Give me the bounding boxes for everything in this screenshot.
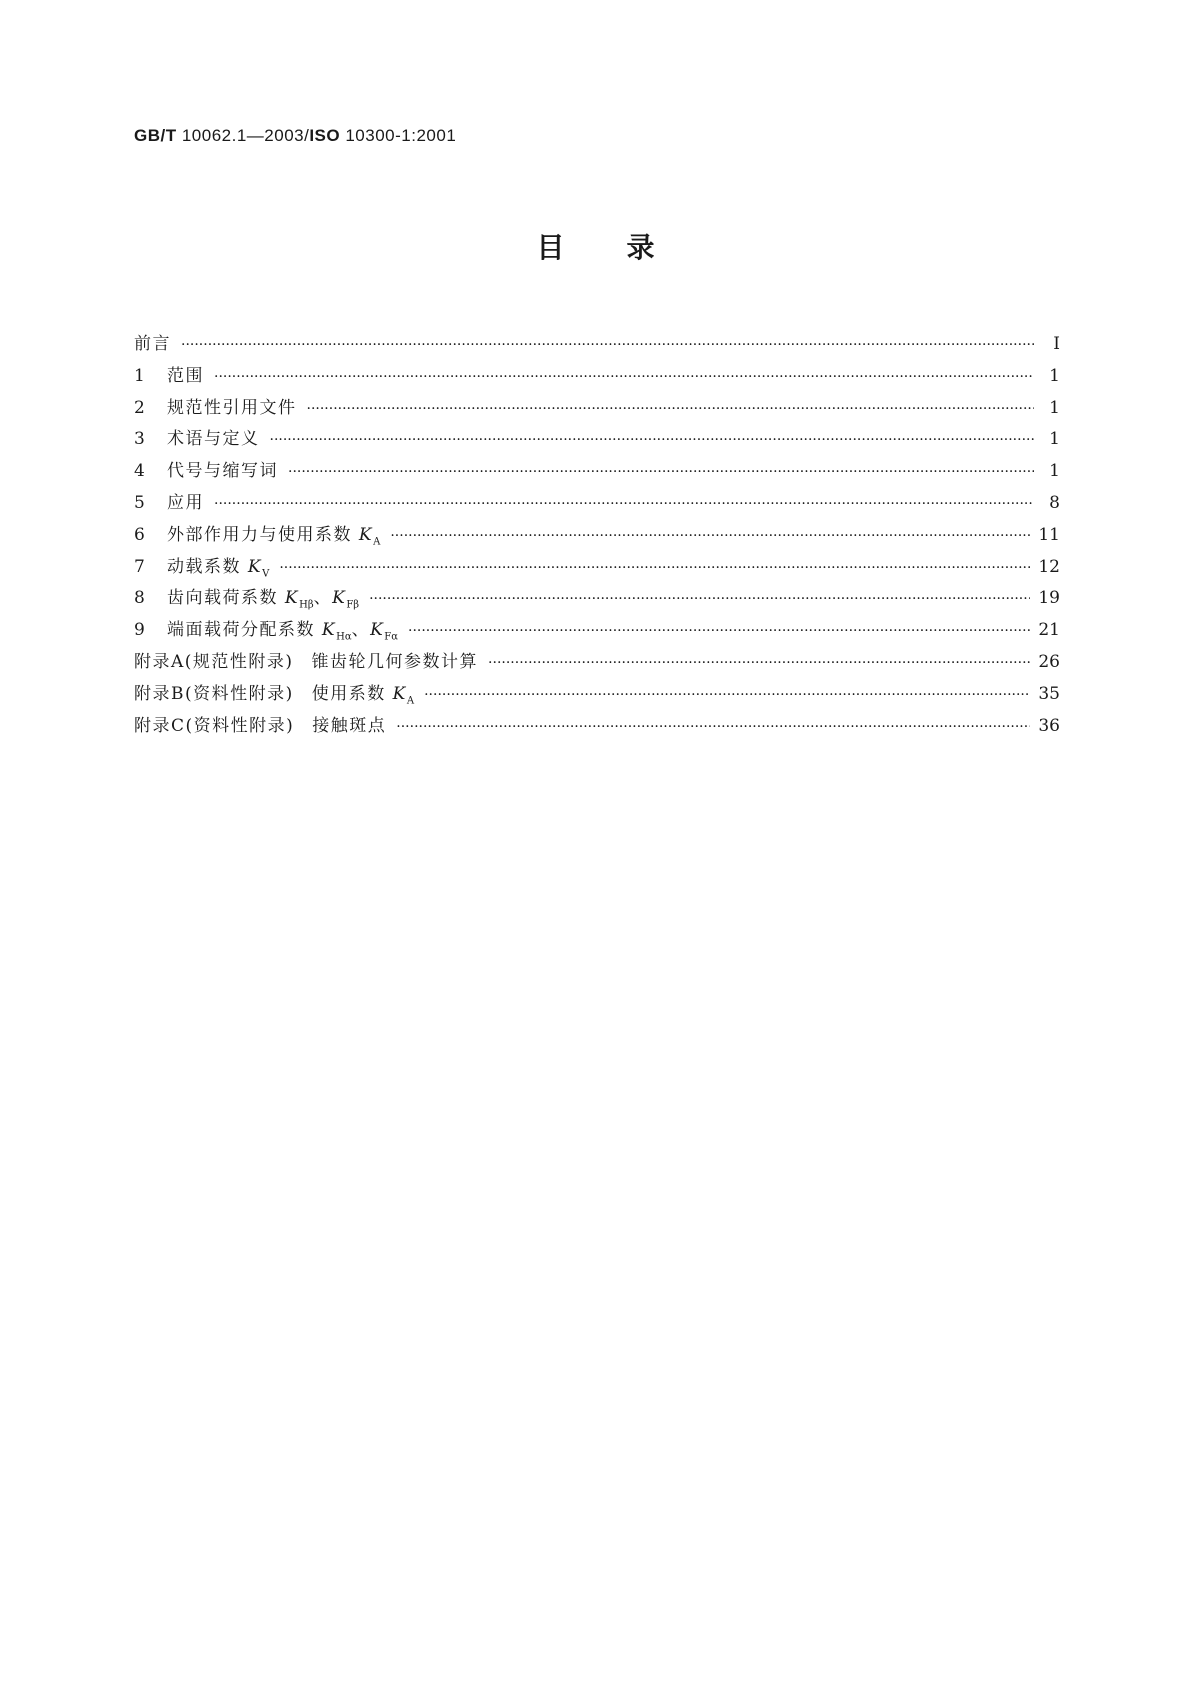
- toc-entry-label: [167, 456, 278, 481]
- toc-entry-symbol: [248, 557, 269, 577]
- std-code-prefix: GB/T: [134, 126, 177, 145]
- toc-entry-symbol: [392, 683, 415, 707]
- toc-page-number: 21: [1038, 620, 1060, 641]
- toc-leader-dots: [390, 528, 1030, 544]
- toc-entry-appendix-title: 使用系数: [311, 683, 386, 704]
- toc-leader-dots: [424, 687, 1030, 703]
- toc-entry-text: 规范性引用文件: [167, 397, 297, 418]
- toc-entry-text: 范围: [167, 365, 204, 386]
- toc-entry[interactable]: [134, 647, 1060, 679]
- toc-entry-label: [167, 552, 269, 579]
- toc-entry-number: 6: [134, 524, 145, 545]
- toc-entry[interactable]: [134, 361, 1060, 393]
- toc-entry-label: [134, 329, 171, 354]
- toc-entry-text: 术语与定义: [167, 429, 260, 450]
- toc-entry[interactable]: [134, 615, 1060, 647]
- symbol-subscript: V: [262, 567, 270, 579]
- toc-entry-number: 3: [134, 429, 145, 450]
- toc-entry-label: [167, 488, 204, 513]
- toc-entry-label: [134, 711, 386, 736]
- std-code-number: 10062.1—2003/: [176, 126, 310, 145]
- symbol-letter: K: [321, 620, 337, 641]
- toc-entry-number: 7: [134, 556, 145, 577]
- toc-entry-text: 端面载荷分配系数: [167, 620, 315, 641]
- toc-entry-appendix-title: 锥齿轮几何参数计算: [311, 651, 479, 672]
- toc-entry-text: 附录A(规范性附录): [134, 651, 294, 672]
- toc-entry-label: [167, 424, 260, 449]
- toc-page-number: 19: [1038, 588, 1060, 609]
- symbol-letter: K: [370, 620, 385, 641]
- toc-entry-label: [167, 520, 380, 547]
- toc-entry-number: 2: [134, 397, 145, 418]
- toc-entry-symbol: [284, 588, 314, 611]
- toc-entry-text: 应用: [167, 492, 204, 513]
- toc-entry-text: 齿向载荷系数: [167, 588, 278, 609]
- toc-page-number: 1: [1049, 429, 1060, 450]
- toc-leader-dots: [214, 496, 1034, 512]
- toc-entry[interactable]: [134, 329, 1060, 361]
- toc-entry-label: [134, 679, 414, 706]
- toc-leader-dots: [288, 464, 1034, 480]
- toc-entry[interactable]: [134, 520, 1060, 552]
- symbol-letter: K: [247, 556, 263, 577]
- toc-entry-label: [167, 393, 297, 418]
- symbol-letter: K: [392, 683, 407, 704]
- iso-prefix: ISO: [309, 126, 341, 145]
- toc-entry-text: 代号与缩写词: [167, 461, 278, 482]
- table-of-contents: [134, 329, 1060, 742]
- symbol-subscript: Hβ: [299, 599, 314, 611]
- symbol-subscript: A: [406, 695, 415, 707]
- toc-entry-symbol: [332, 588, 360, 611]
- symbol-subscript: Hα: [336, 631, 352, 643]
- toc-entry-text: 前言: [134, 334, 171, 354]
- toc-entry-symbol: [370, 620, 398, 643]
- toc-entry[interactable]: [134, 456, 1060, 488]
- standard-code-header: [134, 126, 456, 146]
- toc-entry-label: [167, 361, 204, 386]
- toc-entry-text: 外部作用力与使用系数: [167, 524, 352, 545]
- toc-entry[interactable]: [134, 679, 1060, 711]
- toc-leader-dots: [181, 337, 1034, 353]
- toc-entry-number: 4: [134, 461, 145, 482]
- toc-entry-number: 8: [134, 588, 145, 609]
- toc-page-number: 8: [1049, 492, 1060, 513]
- toc-entry-symbol: [321, 620, 352, 643]
- toc-leader-dots: [396, 719, 1030, 735]
- symbol-subscript: Fβ: [346, 599, 360, 611]
- toc-entry[interactable]: [134, 393, 1060, 425]
- toc-leader-dots: [408, 623, 1030, 639]
- symbol-letter: K: [332, 588, 347, 609]
- symbol-subscript: Fα: [384, 631, 398, 643]
- toc-entry-number: 9: [134, 620, 145, 641]
- toc-entry-label: [134, 647, 478, 672]
- symbol-subscript: A: [373, 536, 381, 548]
- toc-title: 目录: [536, 231, 717, 264]
- toc-page-number: 11: [1038, 524, 1060, 545]
- toc-leader-dots: [279, 560, 1030, 576]
- toc-leader-dots: [369, 591, 1030, 607]
- toc-entry[interactable]: [134, 711, 1060, 743]
- toc-entry[interactable]: [134, 552, 1060, 584]
- toc-entry-symbol: [358, 524, 381, 548]
- iso-number: 10300-1:2001: [340, 126, 457, 145]
- toc-entry-text: 附录B(资料性附录): [134, 683, 294, 704]
- toc-entry[interactable]: [134, 583, 1060, 615]
- toc-page-number: 12: [1038, 556, 1060, 577]
- toc-leader-dots: [214, 369, 1034, 385]
- toc-leader-dots: [488, 655, 1030, 671]
- toc-page-number: 35: [1038, 683, 1060, 704]
- toc-entry[interactable]: [134, 424, 1060, 456]
- toc-page-number: 36: [1038, 715, 1060, 736]
- toc-entry-text: 动载系数: [167, 556, 241, 577]
- toc-entry-number: 5: [134, 492, 145, 513]
- toc-page-number: 1: [1049, 461, 1060, 482]
- symbol-letter: K: [284, 588, 300, 609]
- toc-entry-number: 1: [134, 365, 145, 386]
- toc-entry-appendix-title: 接触斑点: [312, 715, 387, 736]
- toc-entry-text: 附录C(资料性附录): [134, 715, 295, 736]
- toc-entry-label: 端面载荷分配系数 $K_{H\alpha}$、$K_{F\alpha}$: [167, 620, 398, 643]
- toc-page-number: 26: [1038, 651, 1060, 672]
- symbol-letter: K: [358, 524, 374, 545]
- toc-page-number: 1: [1049, 365, 1060, 386]
- toc-page-number: Ⅰ: [1053, 334, 1060, 354]
- toc-entry[interactable]: [134, 488, 1060, 520]
- toc-entry-label: 齿向载荷系数 $K_{H\beta}$、$K_{F\beta}$: [167, 588, 360, 611]
- toc-page-number: 1: [1049, 397, 1060, 418]
- toc-leader-dots: [307, 401, 1035, 417]
- toc-leader-dots: [270, 432, 1035, 448]
